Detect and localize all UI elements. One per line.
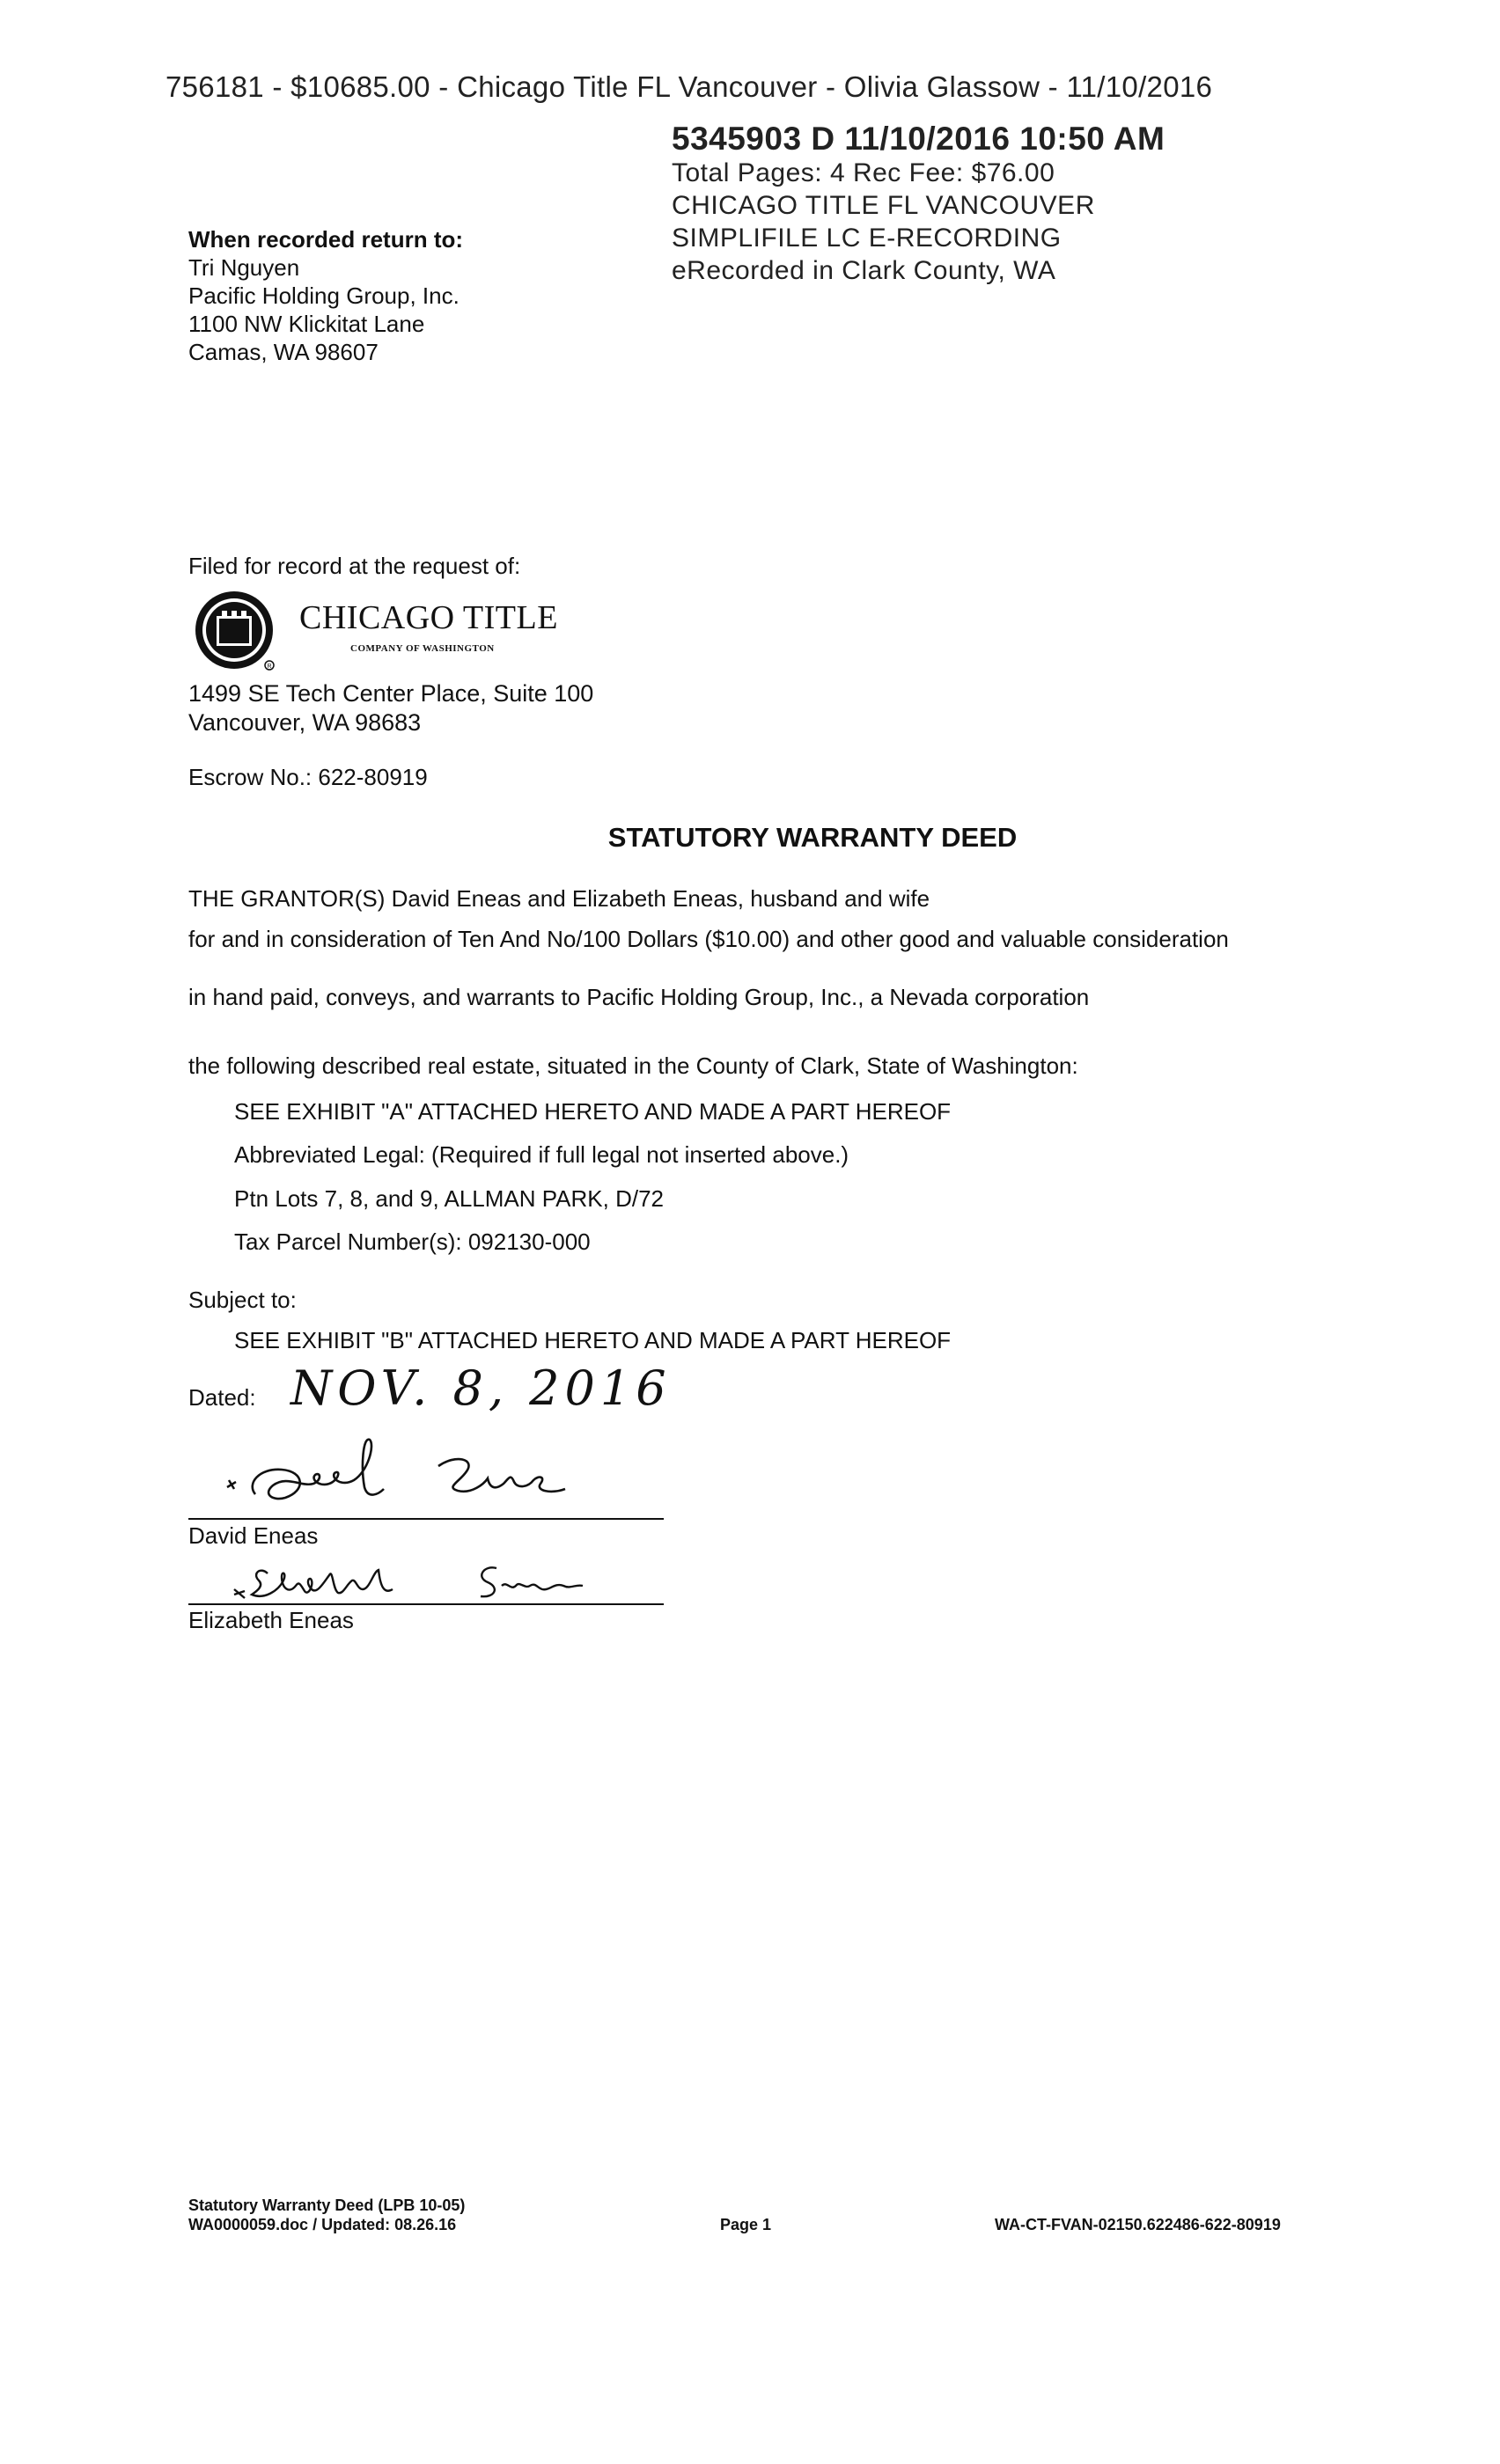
dated-label: Dated:: [188, 1384, 256, 1411]
real-estate-clause: the following described real estate, situated in the County of Clark, State of Washington:: [188, 1052, 1078, 1079]
escrow-number: Escrow No.: 622-80919: [188, 764, 428, 790]
conveyance-clause: in hand paid, conveys, and warrants to Pacific Holding Group, Inc., a Nevada corporation: [188, 984, 1090, 1010]
abbreviated-legal: Abbreviated Legal: (Required if full legal not inserted above.): [234, 1141, 849, 1168]
signer-name-1: David Eneas: [188, 1522, 319, 1549]
return-name: Tri Nguyen: [188, 254, 300, 281]
footer-document-code: WA-CT-FVAN-02150.622486-622-80919: [995, 2216, 1281, 2233]
return-address-block: [188, 225, 463, 366]
logo-company-name: CHICAGO TITLE: [299, 599, 558, 636]
return-company: Pacific Holding Group, Inc.: [188, 282, 460, 309]
recording-banner: 756181 - $10685.00 - Chicago Title FL Vancouver - Olivia Glassow - 11/10/2016: [165, 70, 1213, 103]
return-label: When recorded return to:: [188, 226, 464, 253]
recording-company: CHICAGO TITLE FL VANCOUVER: [672, 191, 1095, 220]
return-city: Camas, WA 98607: [188, 339, 379, 365]
recording-pages-fee: Total Pages: 4 Rec Fee: $76.00: [672, 158, 1055, 187]
chicago-title-logo-icon: [188, 586, 292, 674]
filed-for-label: Filed for record at the request of:: [188, 553, 521, 579]
footer-form-info: [188, 2196, 465, 2234]
exhibit-a-reference: SEE EXHIBIT "A" ATTACHED HERETO AND MADE A PART HEREOF: [234, 1098, 952, 1125]
grantor-clause: THE GRANTOR(S) David Eneas and Elizabeth Eneas, husband and wife: [188, 885, 930, 912]
signature-david-eneas: [220, 1433, 634, 1512]
recording-stamp: [672, 121, 1165, 287]
svg-text:R: R: [267, 664, 272, 670]
logo-company-sub: COMPANY OF WASHINGTON: [350, 643, 495, 654]
recording-number: 5345903 D 11/10/2016 10:50 AM: [672, 121, 1165, 157]
filed-for-address: [188, 679, 593, 737]
consideration-clause: for and in consideration of Ten And No/100 Dollars ($10.00) and other good and valuable consideration: [188, 926, 1229, 952]
dated-handwritten-value: NOV. 8, 2016: [290, 1360, 672, 1416]
return-street: 1100 NW Klickitat Lane: [188, 311, 425, 337]
tax-parcel-number: Tax Parcel Number(s): 092130-000: [234, 1228, 591, 1255]
recording-erecording: SIMPLIFILE LC E-RECORDING: [672, 224, 1062, 253]
exhibit-b-reference: SEE EXHIBIT "B" ATTACHED HERETO AND MADE A PART HEREOF: [234, 1327, 952, 1353]
signer-name-2: Elizabeth Eneas: [188, 1607, 354, 1633]
footer-form-name: Statutory Warranty Deed (LPB 10-05): [188, 2196, 466, 2214]
subject-to-label: Subject to:: [188, 1287, 297, 1313]
footer-page-number: Page 1: [720, 2216, 772, 2233]
lots-description: Ptn Lots 7, 8, and 9, ALLMAN PARK, D/72: [234, 1185, 665, 1212]
recording-county: eRecorded in Clark County, WA: [672, 256, 1056, 285]
document-title: STATUTORY WARRANTY DEED: [607, 822, 1018, 853]
filed-for-street: 1499 SE Tech Center Place, Suite 100: [188, 680, 594, 707]
footer-form-file: WA0000059.doc / Updated: 08.26.16: [188, 2216, 457, 2233]
signature-line-1: [188, 1518, 664, 1520]
signature-line-2: [188, 1603, 664, 1605]
filed-for-city: Vancouver, WA 98683: [188, 709, 422, 736]
